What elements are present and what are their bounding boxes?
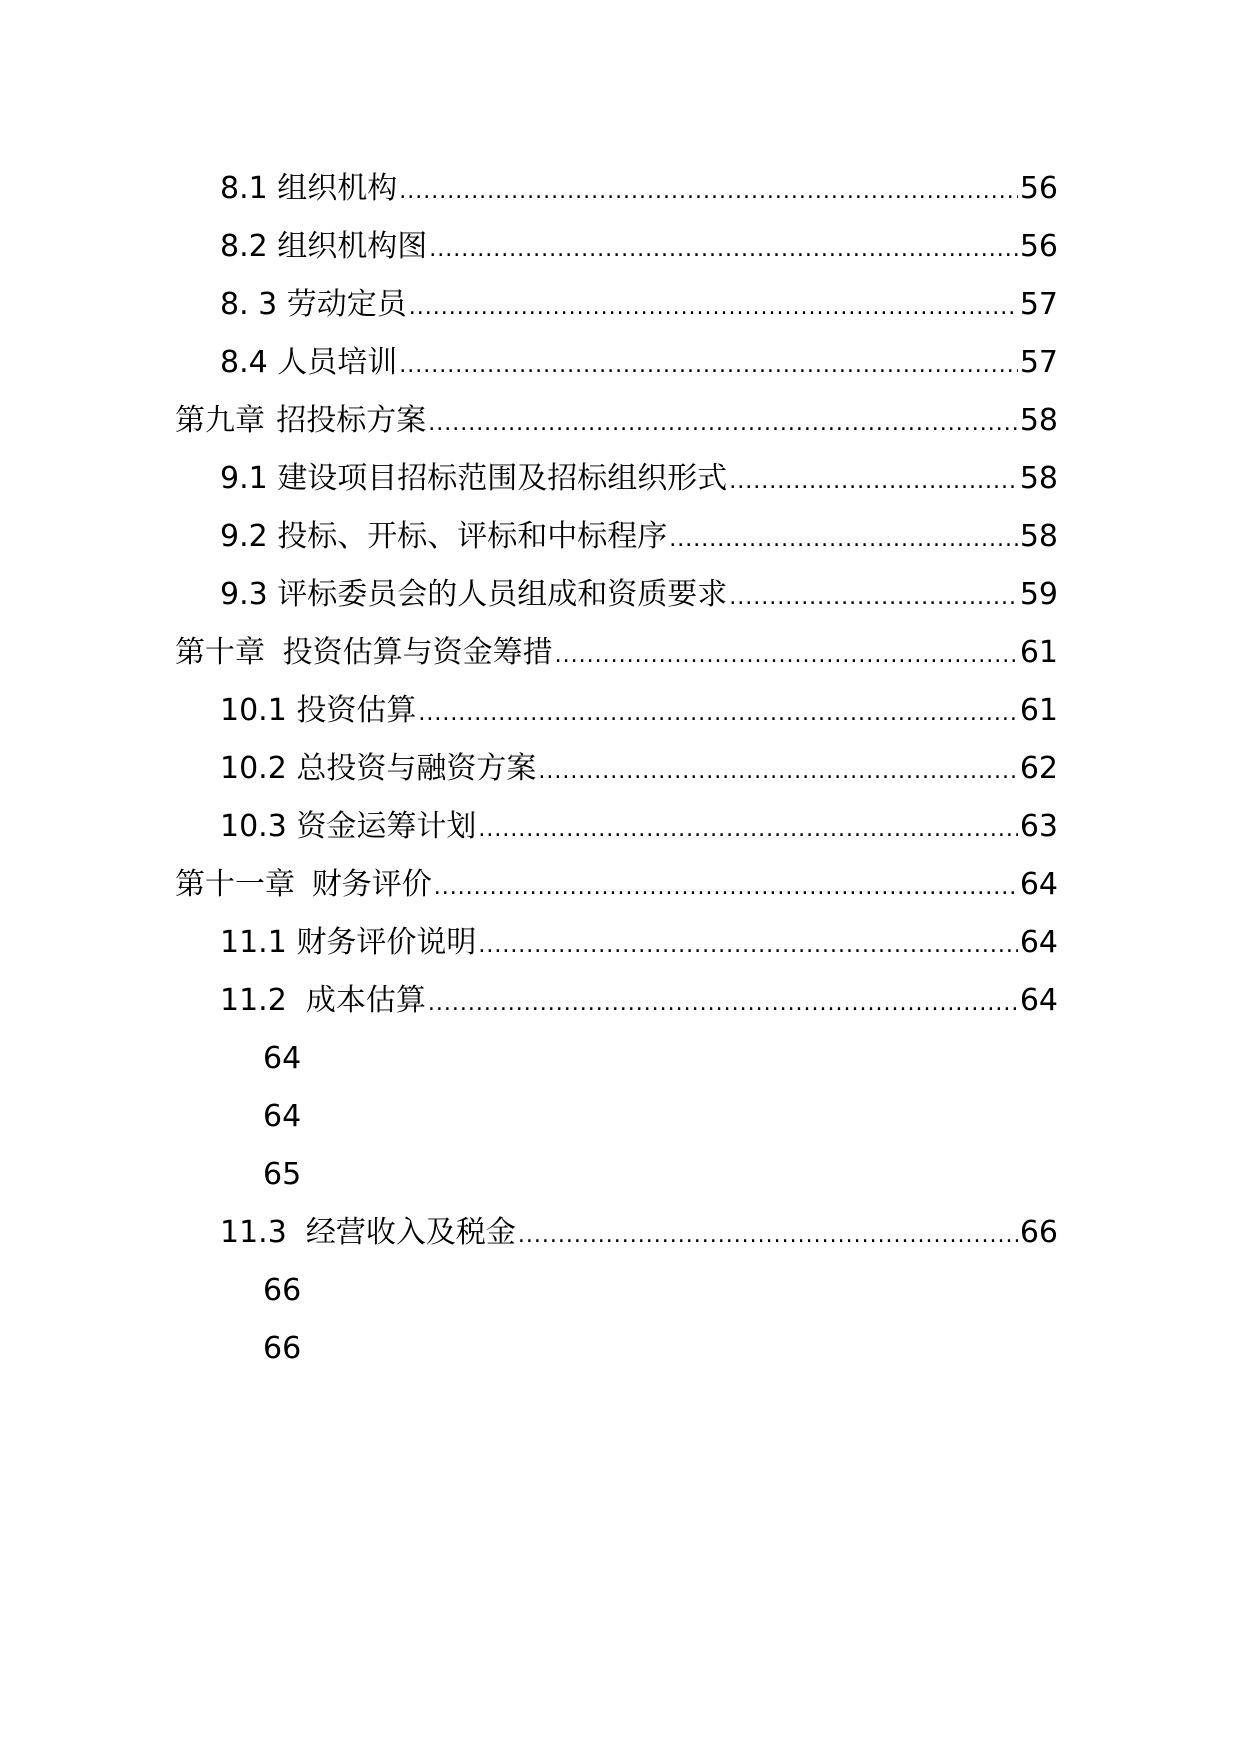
toc-page-number: 61	[1019, 693, 1058, 728]
toc-entry-8-2[interactable]	[220, 225, 1058, 269]
toc-chapter-title: 财务评价	[311, 867, 432, 902]
toc-chapter-label: 第十一章	[175, 867, 295, 902]
toc-page-number: 64	[1019, 925, 1058, 960]
dot-leader	[418, 692, 1017, 736]
toc-entry-label: 9.2 投标、开标、评标和中标程序	[220, 519, 668, 554]
dot-leader	[478, 924, 1017, 968]
toc-subentry-page-only[interactable]	[263, 1269, 301, 1313]
toc-entry-label: 11.3 经营收入及税金	[220, 1215, 516, 1250]
toc-page-number: 57	[1019, 287, 1058, 322]
toc-page-number: 57	[1019, 345, 1058, 380]
dot-leader	[399, 344, 1018, 388]
toc-entry-11-2[interactable]	[220, 979, 1058, 1023]
toc-page-number: 66	[263, 1273, 302, 1308]
toc-chapter-label: 第九章	[175, 403, 265, 438]
toc-entry-label: 10.3 资金运筹计划	[220, 809, 477, 844]
toc-entry-label: 8.1 组织机构	[220, 171, 398, 206]
toc-entry-11-3[interactable]	[220, 1211, 1058, 1255]
toc-entry-label: 8.4 人员培训	[220, 345, 398, 380]
toc-entry-label: 11.1 财务评价说明	[220, 925, 477, 960]
toc-entry-10-2[interactable]	[220, 747, 1058, 791]
toc-entry-label: 10.2 总投资与融资方案	[220, 751, 537, 786]
dot-leader	[409, 286, 1018, 330]
toc-page-number: 66	[263, 1331, 302, 1366]
toc-entry-label: 9.1 建设项目招标范围及招标组织形式	[220, 461, 728, 496]
toc-entry-8-4[interactable]	[220, 341, 1058, 385]
toc-chapter-title: 招投标方案	[276, 403, 427, 438]
toc-page-number: 58	[1019, 403, 1058, 438]
dot-leader	[669, 518, 1018, 562]
toc-entry-label: 8.2 组织机构图	[220, 229, 428, 264]
dot-leader	[729, 576, 1018, 620]
toc-entry-label: 11.2 成本估算	[220, 983, 426, 1018]
toc-page-number: 58	[1019, 519, 1058, 554]
dot-leader	[428, 982, 1018, 1026]
toc-entry-10-3[interactable]	[220, 805, 1058, 849]
dot-leader	[729, 460, 1018, 504]
toc-page-number: 56	[1019, 171, 1058, 206]
toc-chapter-label: 第十章	[175, 635, 265, 670]
dot-leader	[518, 1214, 1018, 1258]
toc-page-number: 64	[263, 1041, 302, 1076]
toc-entry-9-1[interactable]	[220, 457, 1058, 501]
toc-entry-label: 9.3 评标委员会的人员组成和资质要求	[220, 577, 728, 612]
toc-page-number: 56	[1019, 229, 1058, 264]
toc-page-number: 65	[263, 1157, 302, 1192]
toc-entry-9-3[interactable]	[220, 573, 1058, 617]
toc-entry-10-1[interactable]	[220, 689, 1058, 733]
toc-entry-label: 8. 3 劳动定员	[220, 287, 407, 322]
toc-page-number: 59	[1019, 577, 1058, 612]
toc-entry-11-1[interactable]	[220, 921, 1058, 965]
toc-entry-8-1[interactable]	[220, 167, 1058, 211]
dot-leader	[434, 866, 1018, 910]
toc-entry-label: 10.1 投资估算	[220, 693, 417, 728]
dot-leader	[538, 750, 1017, 794]
dot-leader	[428, 402, 1018, 446]
toc-entry-9-2[interactable]	[220, 515, 1058, 559]
dot-leader	[429, 228, 1018, 272]
toc-page-number: 62	[1019, 751, 1058, 786]
toc-page-number: 64	[263, 1099, 302, 1134]
dot-leader	[478, 808, 1017, 852]
toc-page-number: 64	[1019, 867, 1058, 902]
toc-subentry-page-only[interactable]	[263, 1095, 301, 1139]
dot-leader	[555, 634, 1018, 678]
toc-chapter-11[interactable]	[175, 863, 1058, 907]
toc-subentry-page-only[interactable]	[263, 1037, 301, 1081]
toc-page-number: 61	[1019, 635, 1058, 670]
toc-chapter-9[interactable]	[175, 399, 1058, 443]
dot-leader	[399, 170, 1018, 214]
toc-chapter-10[interactable]	[175, 631, 1058, 675]
toc-subentry-page-only[interactable]	[263, 1327, 301, 1371]
toc-page-number: 58	[1019, 461, 1058, 496]
toc-page-number: 64	[1019, 983, 1058, 1018]
toc-page-number: 66	[1019, 1215, 1058, 1250]
toc-chapter-title: 投资估算与资金筹措	[282, 635, 553, 670]
toc-page-number: 63	[1019, 809, 1058, 844]
toc-subentry-page-only[interactable]	[263, 1153, 301, 1197]
toc-entry-8-3[interactable]	[220, 283, 1058, 327]
